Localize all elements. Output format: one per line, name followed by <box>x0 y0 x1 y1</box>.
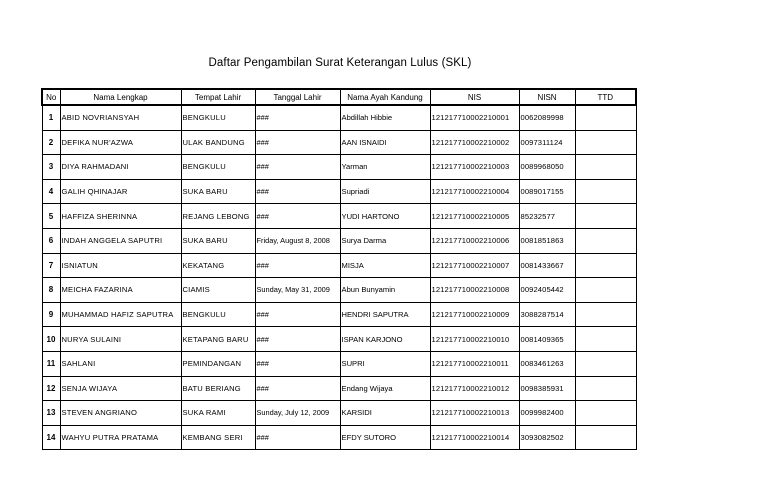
cell-no[interactable]: 1 <box>42 105 60 130</box>
cell-nisn[interactable]: 0089968050 <box>519 155 575 180</box>
cell-tanggal[interactable]: ### <box>255 302 340 327</box>
cell-no[interactable]: 6 <box>42 228 60 253</box>
cell-tanggal[interactable]: ### <box>255 425 340 450</box>
cell-nisn[interactable]: 3093082502 <box>519 425 575 450</box>
cell-no[interactable]: 14 <box>42 425 60 450</box>
cell-nis[interactable]: 121217710002210004 <box>430 179 519 204</box>
cell-nisn[interactable]: 3088287514 <box>519 302 575 327</box>
cell-nama[interactable]: MEICHA FAZARINA <box>60 278 181 303</box>
cell-no[interactable]: 10 <box>42 327 60 352</box>
cell-tempat[interactable]: BENGKULU <box>181 302 255 327</box>
cell-ttd[interactable] <box>575 253 636 278</box>
cell-no[interactable]: 12 <box>42 376 60 401</box>
cell-ttd[interactable] <box>575 327 636 352</box>
cell-tanggal[interactable]: ### <box>255 351 340 376</box>
cell-ttd[interactable] <box>575 130 636 155</box>
cell-tanggal[interactable]: ### <box>255 204 340 229</box>
cell-tempat[interactable]: ULAK BANDUNG <box>181 130 255 155</box>
cell-nis[interactable]: 121217710002210014 <box>430 425 519 450</box>
cell-ttd[interactable] <box>575 179 636 204</box>
cell-nama[interactable]: NURYA SULAINI <box>60 327 181 352</box>
table-row <box>42 278 636 303</box>
cell-nama[interactable]: SENJA WIJAYA <box>60 376 181 401</box>
cell-ttd[interactable] <box>575 425 636 450</box>
cell-nisn[interactable]: 0097311124 <box>519 130 575 155</box>
cell-no[interactable]: 4 <box>42 179 60 204</box>
cell-tempat[interactable]: KETAPANG BARU <box>181 327 255 352</box>
cell-ayah[interactable]: Supriadi <box>340 179 430 204</box>
cell-ttd[interactable] <box>575 204 636 229</box>
cell-tempat[interactable]: REJANG LEBONG <box>181 204 255 229</box>
cell-tanggal[interactable]: ### <box>255 130 340 155</box>
cell-nis[interactable]: 121217710002210003 <box>430 155 519 180</box>
cell-ttd[interactable] <box>575 351 636 376</box>
header-ttd[interactable]: TTD <box>575 89 636 105</box>
cell-nama[interactable]: ABID NOVRIANSYAH <box>60 105 181 130</box>
cell-nisn[interactable]: 0098385931 <box>519 376 575 401</box>
header-nama-ayah-kandung[interactable]: Nama Ayah Kandung <box>340 89 430 105</box>
cell-ayah[interactable]: KARSIDI <box>340 401 430 426</box>
table-row <box>42 425 636 450</box>
cell-ayah[interactable]: Endang Wijaya <box>340 376 430 401</box>
cell-nisn[interactable]: 0092405442 <box>519 278 575 303</box>
cell-ayah[interactable]: HENDRI SAPUTRA <box>340 302 430 327</box>
cell-nis[interactable]: 121217710002210002 <box>430 130 519 155</box>
cell-ayah[interactable]: Abun Bunyamin <box>340 278 430 303</box>
header-no[interactable]: No <box>42 89 60 105</box>
cell-nis[interactable]: 121217710002210001 <box>430 105 519 130</box>
cell-nis[interactable]: 121217710002210011 <box>430 351 519 376</box>
cell-tanggal[interactable]: ### <box>255 179 340 204</box>
cell-ttd[interactable] <box>575 155 636 180</box>
cell-tanggal[interactable]: ### <box>255 253 340 278</box>
cell-nis[interactable]: 121217710002210007 <box>430 253 519 278</box>
cell-no[interactable]: 7 <box>42 253 60 278</box>
cell-tanggal[interactable]: Sunday, July 12, 2009 <box>255 401 340 426</box>
cell-nis[interactable]: 121217710002210006 <box>430 228 519 253</box>
cell-nisn[interactable]: 0099982400 <box>519 401 575 426</box>
table-row <box>42 253 636 278</box>
cell-ayah[interactable]: ISPAN KARJONO <box>340 327 430 352</box>
cell-tanggal[interactable]: Sunday, May 31, 2009 <box>255 278 340 303</box>
header-tanggal-lahir[interactable]: Tanggal Lahir <box>255 89 340 105</box>
document-title: Daftar Pengambilan Surat Keterangan Lulus (SKL) <box>208 57 472 69</box>
cell-tanggal[interactable]: Friday, August 8, 2008 <box>255 228 340 253</box>
cell-ayah[interactable]: Surya Darma <box>340 228 430 253</box>
cell-tempat[interactable]: SUKA BARU <box>181 179 255 204</box>
table-row <box>42 105 636 130</box>
cell-tanggal[interactable]: ### <box>255 105 340 130</box>
cell-nisn[interactable]: 0083461263 <box>519 351 575 376</box>
cell-ayah[interactable]: Abdillah Hibbie <box>340 105 430 130</box>
cell-nis[interactable]: 121217710002210009 <box>430 302 519 327</box>
cell-no[interactable]: 2 <box>42 130 60 155</box>
cell-no[interactable]: 5 <box>42 204 60 229</box>
table-header-row <box>42 89 636 105</box>
cell-tempat[interactable]: SUKA RAMI <box>181 401 255 426</box>
table-row <box>42 351 636 376</box>
cell-nama[interactable]: HAFFIZA SHERINNA <box>60 204 181 229</box>
cell-nisn[interactable]: 0081409365 <box>519 327 575 352</box>
cell-ttd[interactable] <box>575 278 636 303</box>
cell-ttd[interactable] <box>575 401 636 426</box>
cell-nama[interactable]: MUHAMMAD HAFIZ SAPUTRA <box>60 302 181 327</box>
table-row <box>42 401 636 426</box>
cell-no[interactable]: 9 <box>42 302 60 327</box>
cell-tanggal[interactable]: ### <box>255 155 340 180</box>
header-nama-lengkap[interactable]: Nama Lengkap <box>60 89 181 105</box>
cell-ttd[interactable] <box>575 105 636 130</box>
cell-tempat[interactable]: KEMBANG SERI <box>181 425 255 450</box>
table-row <box>42 204 636 229</box>
cell-nis[interactable]: 121217710002210013 <box>430 401 519 426</box>
header-nisn[interactable]: NISN <box>519 89 575 105</box>
table-row <box>42 155 636 180</box>
cell-no[interactable]: 8 <box>42 278 60 303</box>
cell-nisn[interactable]: 0081433667 <box>519 253 575 278</box>
header-tempat-lahir[interactable]: Tempat Lahir <box>181 89 255 105</box>
cell-nama[interactable]: STEVEN ANGRIANO <box>60 401 181 426</box>
table-row <box>42 327 636 352</box>
cell-nama[interactable]: DIYA RAHMADANI <box>60 155 181 180</box>
table-row <box>42 302 636 327</box>
cell-nis[interactable]: 121217710002210008 <box>430 278 519 303</box>
cell-tempat[interactable]: BENGKULU <box>181 105 255 130</box>
cell-tanggal[interactable]: ### <box>255 376 340 401</box>
cell-no[interactable]: 11 <box>42 351 60 376</box>
cell-ayah[interactable]: SUPRI <box>340 351 430 376</box>
cell-tempat[interactable]: KEKATANG <box>181 253 255 278</box>
skl-table <box>41 88 637 450</box>
cell-tempat[interactable]: BATU BERIANG <box>181 376 255 401</box>
cell-nis[interactable]: 121217710002210012 <box>430 376 519 401</box>
cell-ttd[interactable] <box>575 228 636 253</box>
cell-tempat[interactable]: CIAMIS <box>181 278 255 303</box>
table-row <box>42 130 636 155</box>
cell-ayah[interactable]: YUDI HARTONO <box>340 204 430 229</box>
cell-tempat[interactable]: SUKA BARU <box>181 228 255 253</box>
cell-nama[interactable]: GALIH QHINAJAR <box>60 179 181 204</box>
cell-ttd[interactable] <box>575 302 636 327</box>
cell-nisn[interactable]: 0062089998 <box>519 105 575 130</box>
table-row <box>42 376 636 401</box>
table-row <box>42 179 636 204</box>
cell-nama[interactable]: DEFIKA NUR'AZWA <box>60 130 181 155</box>
table-row <box>42 228 636 253</box>
cell-ayah[interactable]: AAN ISNAIDI <box>340 130 430 155</box>
cell-no[interactable]: 13 <box>42 401 60 426</box>
cell-nis[interactable]: 121217710002210005 <box>430 204 519 229</box>
cell-tempat[interactable]: BENGKULU <box>181 155 255 180</box>
cell-tempat[interactable]: PEMINDANGAN <box>181 351 255 376</box>
cell-nisn[interactable]: 0081851863 <box>519 228 575 253</box>
cell-ayah[interactable]: MISJA <box>340 253 430 278</box>
cell-nisn[interactable]: 85232577 <box>519 204 575 229</box>
cell-nama[interactable]: ISNIATUN <box>60 253 181 278</box>
cell-ayah[interactable]: Yarman <box>340 155 430 180</box>
cell-nama[interactable]: WAHYU PUTRA PRATAMA <box>60 425 181 450</box>
cell-ttd[interactable] <box>575 376 636 401</box>
cell-nisn[interactable]: 0089017155 <box>519 179 575 204</box>
cell-tanggal[interactable]: ### <box>255 327 340 352</box>
cell-nis[interactable]: 121217710002210010 <box>430 327 519 352</box>
cell-nama[interactable]: SAHLANI <box>60 351 181 376</box>
cell-nama[interactable]: INDAH ANGGELA SAPUTRI <box>60 228 181 253</box>
cell-ayah[interactable]: EFDY SUTORO <box>340 425 430 450</box>
cell-no[interactable]: 3 <box>42 155 60 180</box>
header-nis[interactable]: NIS <box>430 89 519 105</box>
